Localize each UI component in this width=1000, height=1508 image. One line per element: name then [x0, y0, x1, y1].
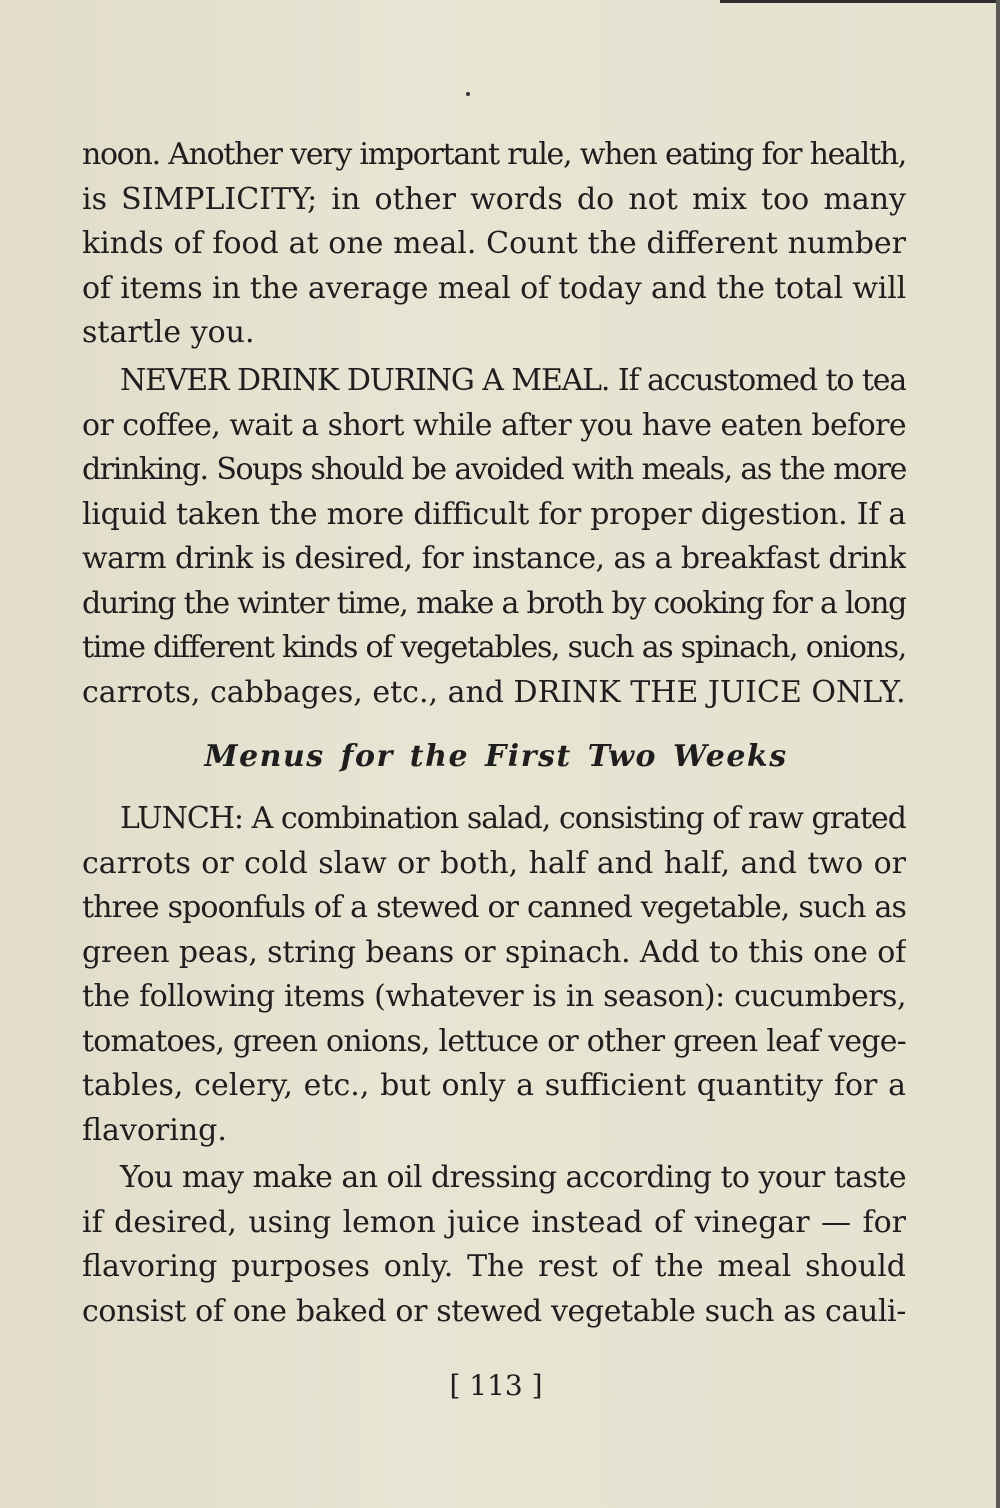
text-line: during the winter time, make a broth by cooking for a long — [82, 585, 906, 621]
text-line: noon. Another very important rule, when eating for health, — [82, 137, 906, 172]
text-line: flavoring purposes only. The rest of the meal should — [82, 1249, 906, 1284]
text-line: NEVER DRINK DURING A MEAL. If accustomed to tea — [120, 363, 906, 398]
text-line: flavoring. — [82, 1112, 227, 1148]
text-line: the following items (whatever is in season): cucumbers, — [82, 979, 906, 1014]
top-edge-line — [720, 0, 1000, 3]
page-number-text: [ 113 ] — [449, 1369, 543, 1402]
text-line: tomatoes, green onions, lettuce or other green leaf vege- — [82, 1023, 906, 1059]
text-line: carrots, cabbages, etc., and DRINK THE JUICE ONLY. — [82, 674, 906, 710]
text-line: LUNCH: A combination salad, consisting of raw grated — [120, 801, 906, 836]
paragraph-never-drink — [82, 359, 906, 715]
print-dot — [466, 92, 470, 96]
paragraph-simplicity — [82, 133, 906, 356]
text-line: warm drink is desired, for instance, as a breakfast drink — [82, 541, 906, 576]
text-line: startle you. — [82, 315, 255, 350]
text-line: You may make an oil dressing according to your taste — [120, 1160, 906, 1195]
text-line: drinking. Soups should be avoided with meals, as the more — [82, 452, 906, 487]
text-line: of items in the average meal of today and the total will — [82, 270, 906, 306]
section-heading — [0, 735, 1000, 779]
text-line: green peas, string beans or spinach. Add to this one of — [82, 934, 906, 970]
page-number — [0, 1366, 1000, 1406]
text-line: kinds of food at one meal. Count the different number — [82, 226, 906, 261]
text-line: time different kinds of vegetables, such as spinach, onions, — [82, 630, 906, 665]
paragraph-lunch — [82, 797, 906, 1153]
text-line: if desired, using lemon juice instead of vinegar — for — [82, 1204, 906, 1240]
text-line: carrots or cold slaw or both, half and half, and two or — [82, 845, 906, 881]
text-line: three spoonfuls of a stewed or canned vegetable, such as — [82, 890, 906, 925]
section-heading-text: Menus for the First Two Weeks — [204, 739, 788, 774]
text-line: or coffee, wait a short while after you have eaten before — [82, 407, 906, 443]
text-line: is SIMPLICITY; in other words do not mix too many — [82, 181, 906, 217]
text-line: consist of one baked or stewed vegetable such as cauli- — [82, 1293, 906, 1329]
text-line: liquid taken the more difficult for proper digestion. If a — [82, 496, 906, 532]
text-line: tables, celery, etc., but only a sufficient quantity for a — [82, 1068, 906, 1103]
paragraph-oil-dressing — [82, 1156, 906, 1334]
